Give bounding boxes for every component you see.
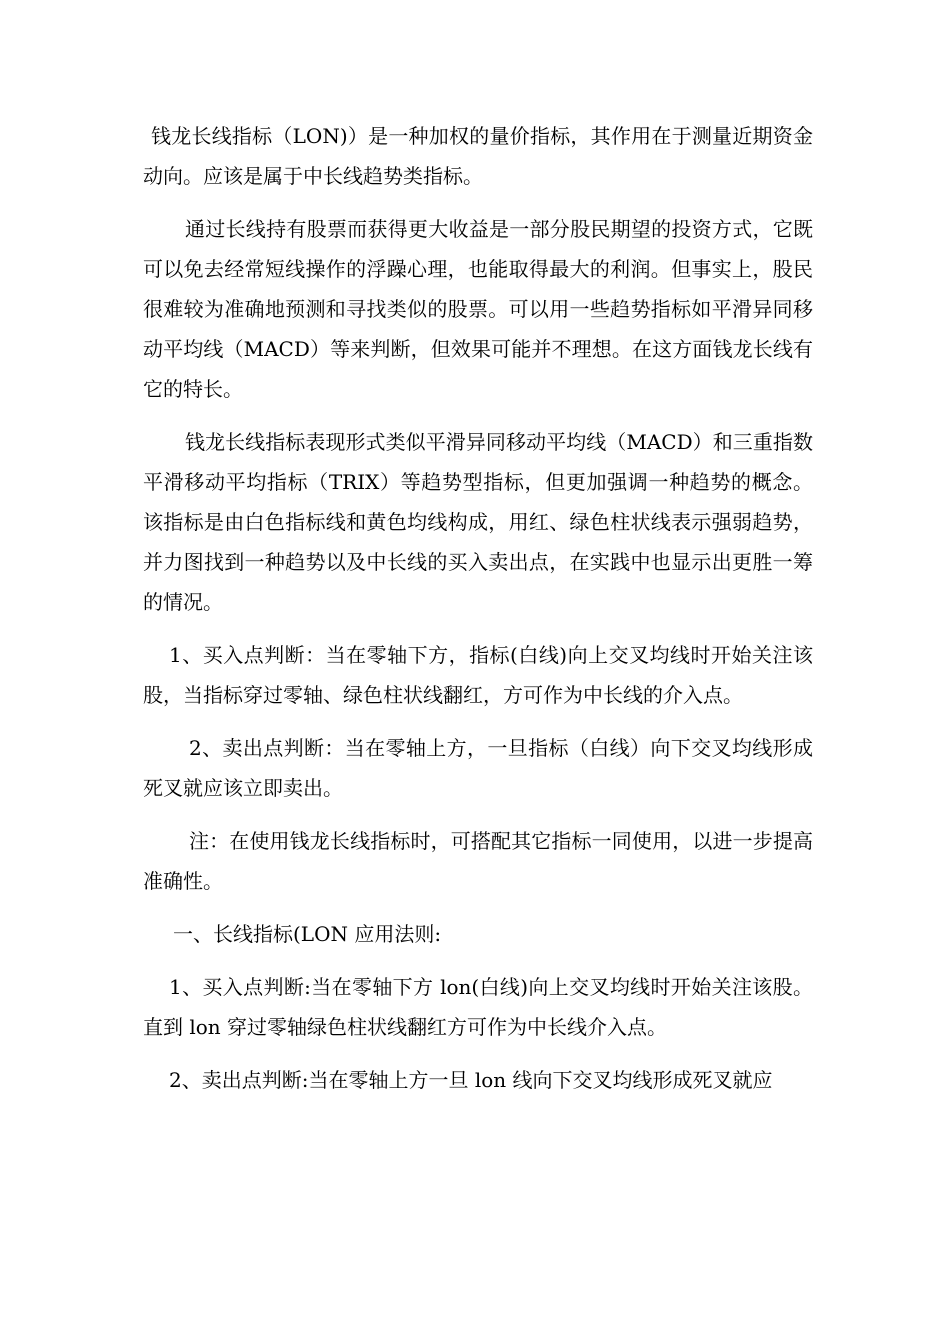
paragraph-sell-point: 2、卖出点判断：当在零轴上方，一旦指标（白线）向下交叉均线形成死叉就应该立即卖出。 xyxy=(143,736,813,800)
document-body xyxy=(143,116,813,1113)
paragraph-indicator-form: 钱龙长线指标表现形式类似平滑异同移动平均线（MACD）和三重指数平滑移动平均指标（TRIX）等趋势型指标，但更加强调一种趋势的概念。该指标是由白色指标线和黄色均线构成，用红、绿色柱状线表示强弱趋势，并力图找到一种趋势以及中长线的买入卖出点，在实践中也显示出更胜一筹的情况。 xyxy=(143,430,813,614)
paragraph-buy-point: 1、买入点判断：当在零轴下方，指标(白线)向上交叉均线时开始关注该股，当指标穿过零轴、绿色柱状线翻红，方可作为中长线的介入点。 xyxy=(143,643,813,707)
paragraph-rule-sell: 2、卖出点判断:当在零轴上方一旦 lon 线向下交叉均线形成死叉就应 xyxy=(169,1068,773,1092)
paragraph-note: 注：在使用钱龙长线指标时，可搭配其它指标一同使用，以进一步提高准确性。 xyxy=(143,829,813,893)
paragraph-long-term-holding: 通过长线持有股票而获得更大收益是一部分股民期望的投资方式，它既可以免去经常短线操作的浮躁心理，也能取得最大的利润。但事实上，股民很难较为准确地预测和寻找类似的股票。可以用一些趋势指标如平滑异同移动平均线（MACD）等来判断，但效果可能并不理想。在这方面钱龙长线有它的特长。 xyxy=(143,217,813,401)
paragraph-rule-buy: 1、买入点判断:当在零轴下方 lon(白线)向上交叉均线时开始关注该股。直到 lon 穿过零轴绿色柱状线翻红方可作为中长线介入点。 xyxy=(143,975,813,1039)
paragraph-intro: 钱龙长线指标（LON)）是一种加权的量价指标，其作用在于测量近期资金动向。应该是属于中长线趋势类指标。 xyxy=(143,124,813,188)
section-heading-rules: 一、长线指标(LON 应用法则: xyxy=(173,922,442,946)
